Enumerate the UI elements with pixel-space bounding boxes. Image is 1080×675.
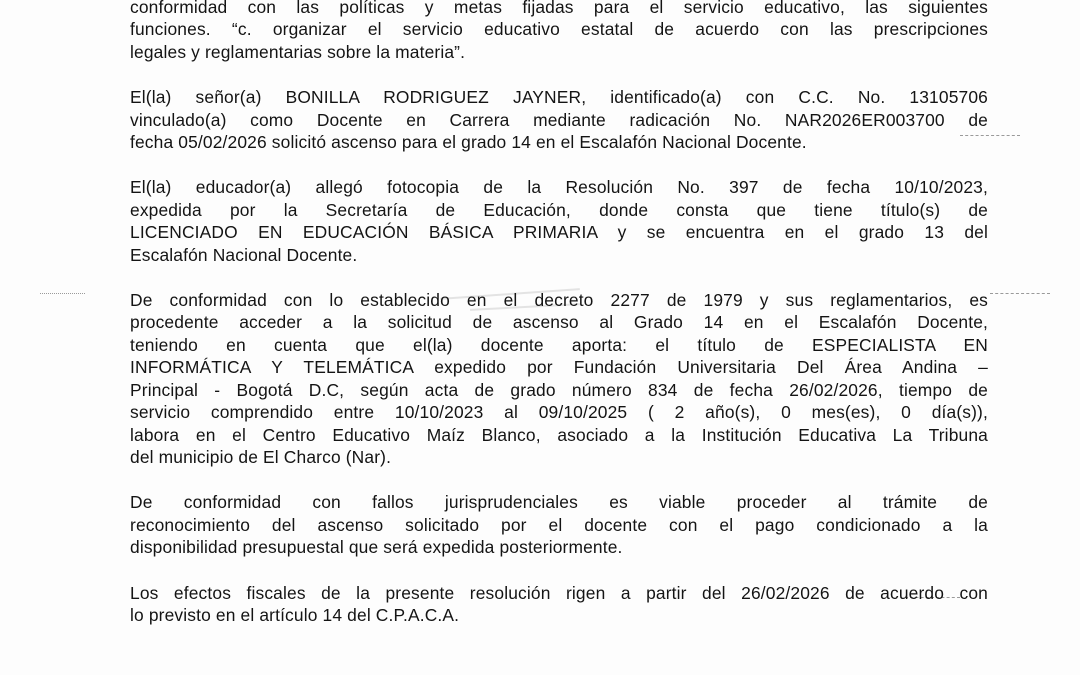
text-line: funciones. “c. organizar el servicio educativo estatal de acuerdo con las prescripciones xyxy=(130,19,988,40)
text-line: De conformidad con fallos jurisprudenciales es viable proceder al trámite de xyxy=(130,492,988,513)
scan-artifact xyxy=(40,293,85,295)
text-line: reconocimiento del ascenso solicitado por el docente con el pago condicionado a la xyxy=(130,514,988,535)
paragraph-decree xyxy=(130,289,988,468)
text-line: vinculado(a) como Docente en Carrera mediante radicación No. NAR2026ER003700 de xyxy=(130,109,988,130)
text-line: Los efectos fiscales de la presente resolución rigen a partir del 26/02/2026 de acuerdo con xyxy=(130,582,988,603)
text-line: INFORMÁTICA Y TELEMÁTICA expedido por Fundación Universitaria Del Área Andina – xyxy=(130,357,988,378)
text-line: lo previsto en el artículo 14 del C.P.A.C.A. xyxy=(130,604,460,625)
text-line: Escalafón Nacional Docente. xyxy=(130,244,358,265)
text-line: procedente acceder a la solicitud de ascenso al Grado 14 en el Escalafón Docente, xyxy=(130,312,988,333)
text-line: El(la) señor(a) BONILLA RODRIGUEZ JAYNER, identificado(a) con C.C. No. 13105706 xyxy=(130,87,988,108)
text-line: labora en el Centro Educativo Maíz Blanco, asociado a la Institución Educativa La Tribuna xyxy=(130,424,988,445)
paragraph-applicant xyxy=(130,86,988,153)
document-body xyxy=(130,0,988,649)
text-line: disponibilidad presupuestal que será expedida posteriormente. xyxy=(130,537,623,558)
text-line: Principal - Bogotá D.C, según acta de grado número 834 de fecha 26/02/2026, tiempo de xyxy=(130,379,988,400)
text-line: teniendo en cuenta que el(la) docente aporta: el título de ESPECIALISTA EN xyxy=(130,334,988,355)
scan-artifact xyxy=(990,293,1050,295)
text-line: LICENCIADO EN EDUCACIÓN BÁSICA PRIMARIA y se encuentra en el grado 13 del xyxy=(130,222,988,243)
text-line: conformidad con las políticas y metas fijadas para el servicio educativo, las siguientes xyxy=(130,0,988,17)
paragraph-jurisprudence xyxy=(130,491,988,558)
text-line: fecha 05/02/2026 solicitó ascenso para el grado 14 en el Escalafón Nacional Docente. xyxy=(130,132,807,153)
text-line: legales y reglamentarias sobre la materia”. xyxy=(130,41,466,62)
text-line: servicio comprendido entre 10/10/2023 al 09/10/2025 ( 2 año(s), 0 mes(es), 0 día(s)), xyxy=(130,402,988,423)
text-line: del municipio de El Charco (Nar). xyxy=(130,446,392,467)
text-line: El(la) educador(a) allegó fotocopia de la Resolución No. 397 de fecha 10/10/2023, xyxy=(130,177,988,198)
text-line: expedida por la Secretaría de Educación, donde consta que tiene título(s) de xyxy=(130,199,988,220)
paragraph-resolution xyxy=(130,176,988,266)
text-line: De conformidad con lo establecido en el decreto 2277 de 1979 y sus reglamentarios, es xyxy=(130,290,988,311)
paragraph-functions xyxy=(130,0,988,63)
paragraph-fiscal-effects xyxy=(130,582,988,627)
